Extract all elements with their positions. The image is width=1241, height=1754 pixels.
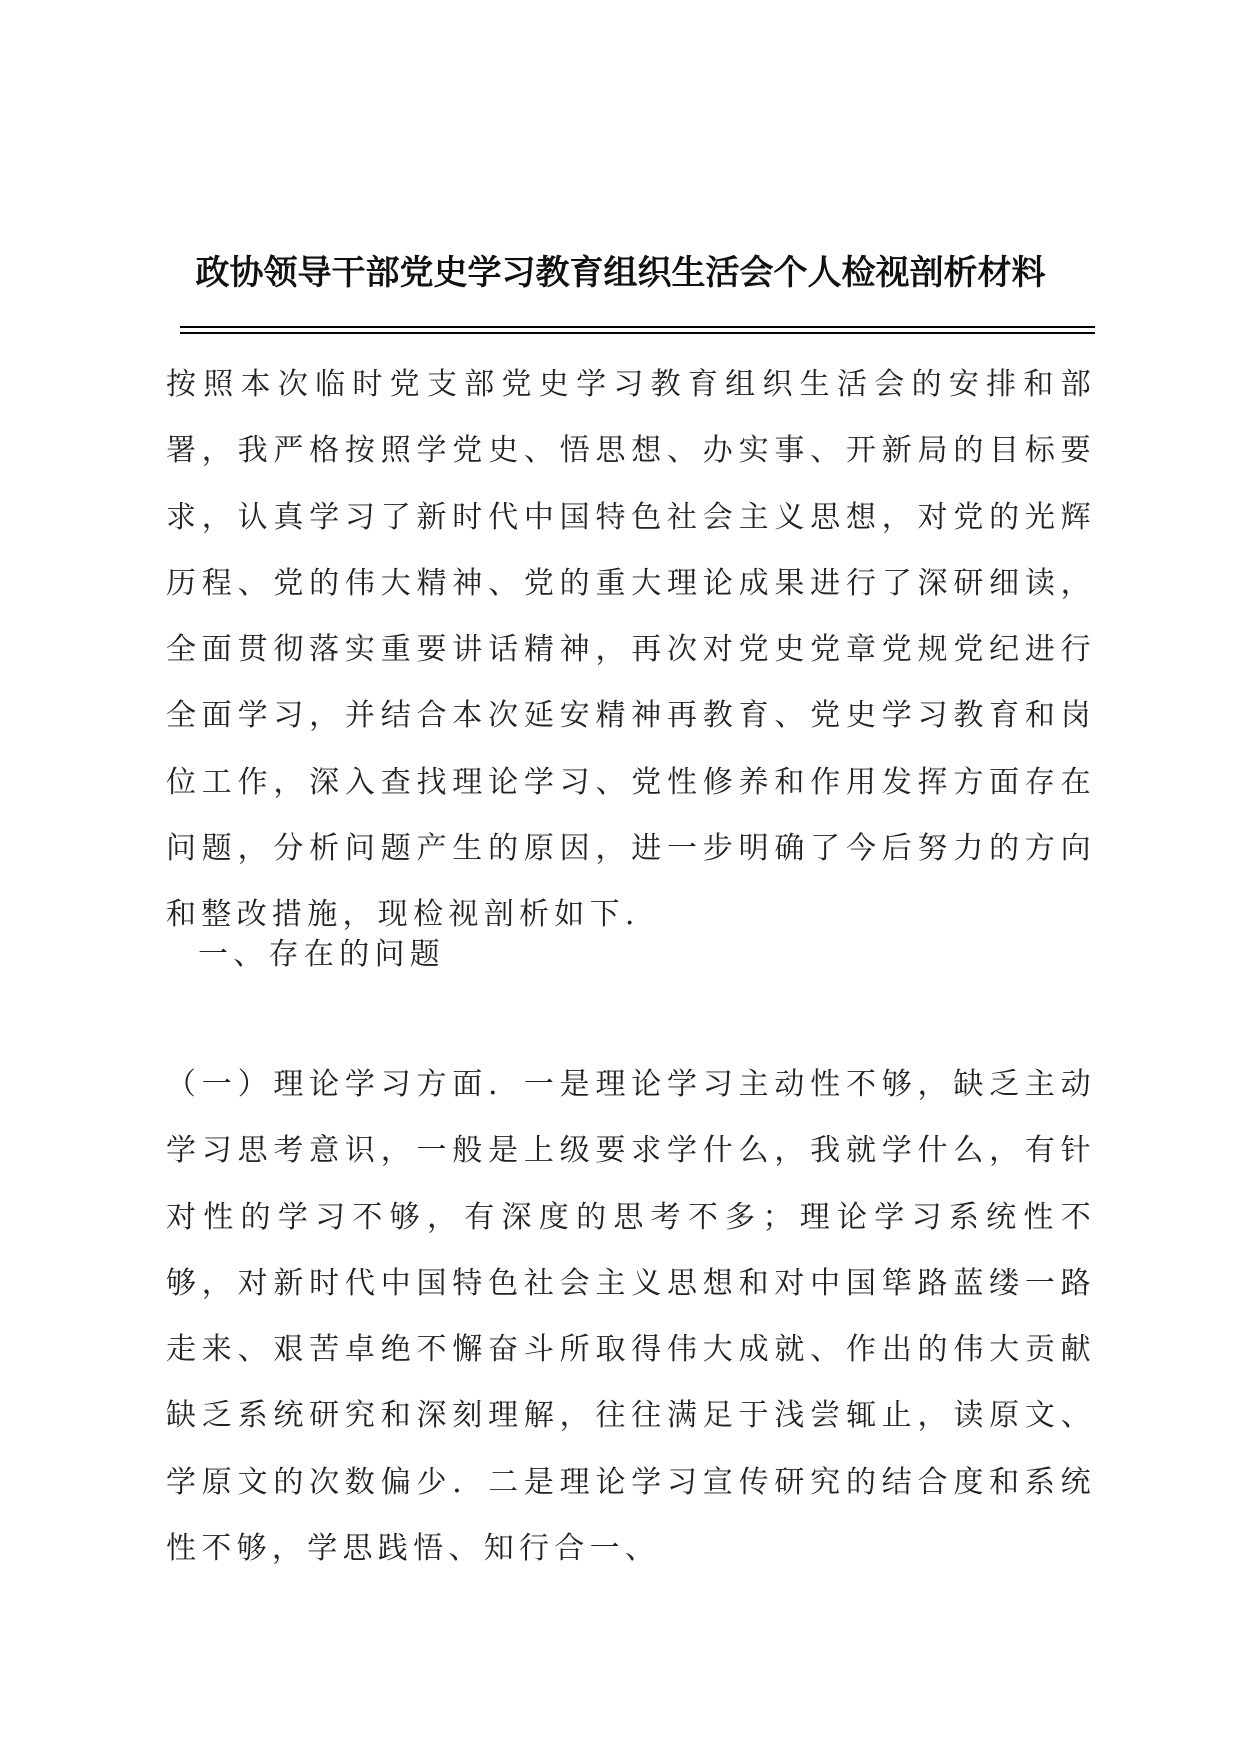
section-paragraph: （一）理论学习方面．一是理论学习主动性不够，缺乏主动学习思考意识，一般是上级要求学什么，我就学什么，有针对性的学习不够，有深度的思考不多；理论学习系统性不够，对新时代中国特色社会主义思想和对中国筚路蓝缕一路走来、艰苦卓绝不懈奋斗所取得伟大成就、作出的伟大贡献缺乏系统研究和深刻理解，往往满足于浅尝辄止，读原文、学原文的次数偏少．二是理论学习宣传研究的结合度和系统性不够，学思践悟、知行合一、 [166,1067,1096,1567]
title-rule-bottom [180,332,1095,334]
section-heading: 一、存在的问题 [198,937,446,972]
intro-paragraph: 按照本次临时党支部党史学习教育组织生活会的安排和部署，我严格按照学党史、悟思想、办实事、开新局的目标要求，认真学习了新时代中国特色社会主义思想，对党的光辉历程、党的伟大精神、党的重大理论成果进行了深研细读，全面贯彻落实重要讲话精神，再次对党史党章党规党纪进行全面学习，并结合本次延安精神再教育、党史学习教育和岗位工作，深入查找理论学习、党性修养和作用发挥方面存在问题，分析问题产生的原因，进一步明确了今后努力的方向和整改措施，现检视剖析如下. [166,367,1096,933]
title-rule-top [180,326,1095,328]
document-title: 政协领导干部党史学习教育组织生活会个人检视剖析材料 [195,253,1046,293]
